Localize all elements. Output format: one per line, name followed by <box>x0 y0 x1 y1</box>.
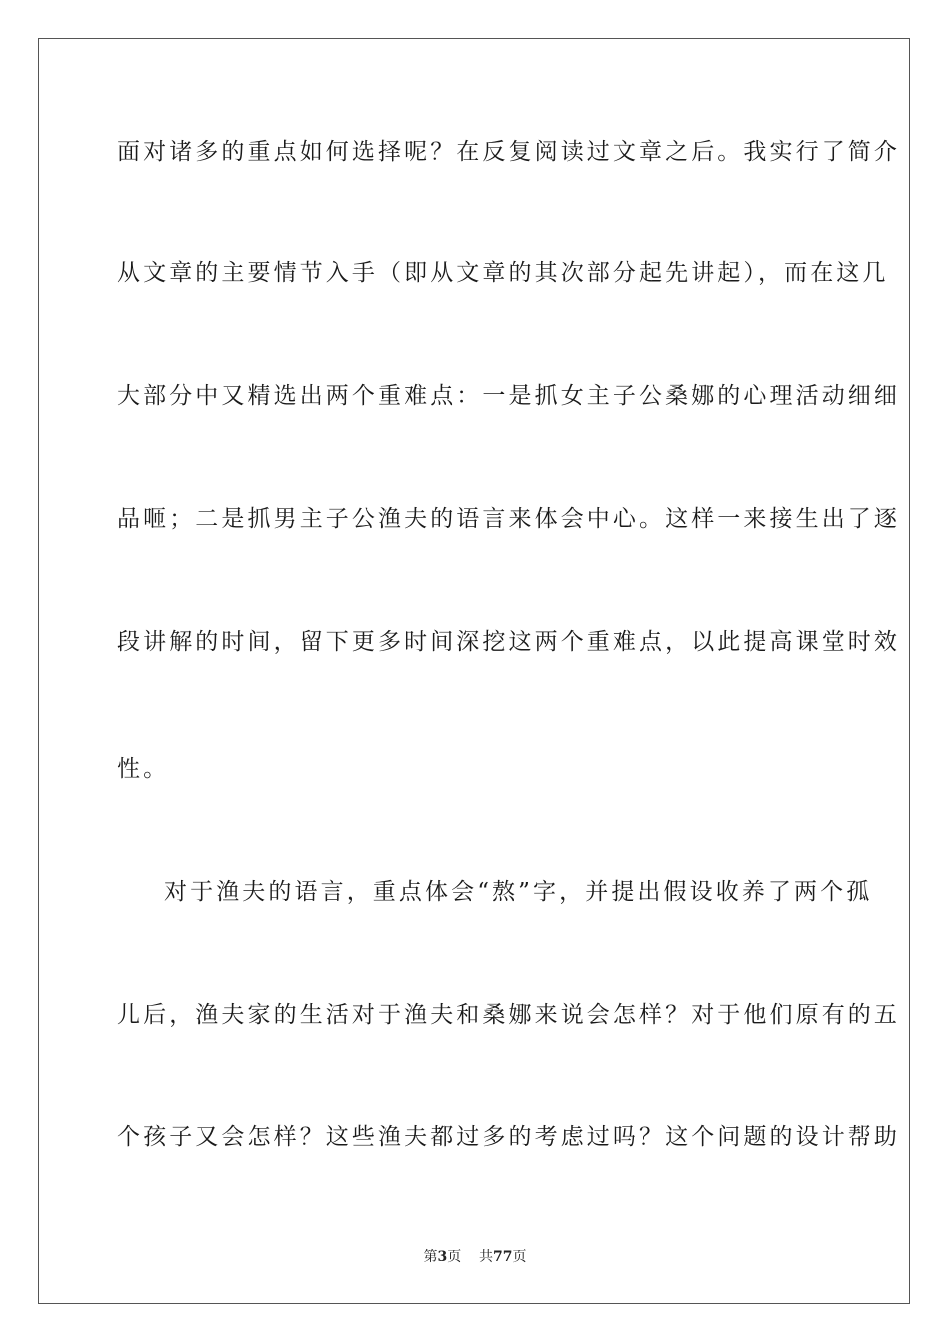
body-line-1: 面对诸多的重点如何选择呢？在反复阅读过文章之后。我实行了简介 <box>117 139 900 165</box>
body-line-3: 大部分中又精选出两个重难点：一是抓女主子公桑娜的心理活动细细 <box>117 383 900 409</box>
footer-total-suffix: 页 <box>512 1249 527 1265</box>
body-line-9: 个孩子又会怎样？这些渔夫都过多的考虑过吗？这个问题的设计帮助 <box>117 1124 900 1150</box>
footer-total-prefix: 共 <box>479 1249 494 1265</box>
footer-page-suffix: 页 <box>447 1249 462 1265</box>
footer-page-number: 3 <box>437 1249 448 1265</box>
body-line-5: 段讲解的时间，留下更多时间深挖这两个重难点，以此提高课堂时效 <box>117 629 900 655</box>
body-line-6: 性。 <box>117 756 170 782</box>
footer-page-prefix: 第 <box>423 1249 438 1265</box>
footer-total-pages: 77 <box>493 1249 513 1265</box>
body-line-7: 对于渔夫的语言，重点体会“熬”字，并提出假设收养了两个孤 <box>164 879 873 905</box>
body-line-4: 品咂；二是抓男主子公渔夫的语言来体会中心。这样一来接生出了逐 <box>117 506 900 532</box>
page-border <box>38 38 910 1304</box>
page-footer <box>0 1248 950 1266</box>
body-line-2: 从文章的主要情节入手（即从文章的其次部分起先讲起），而在这几 <box>117 260 889 286</box>
body-line-8: 儿后，渔夫家的生活对于渔夫和桑娜来说会怎样？对于他们原有的五 <box>117 1002 900 1028</box>
